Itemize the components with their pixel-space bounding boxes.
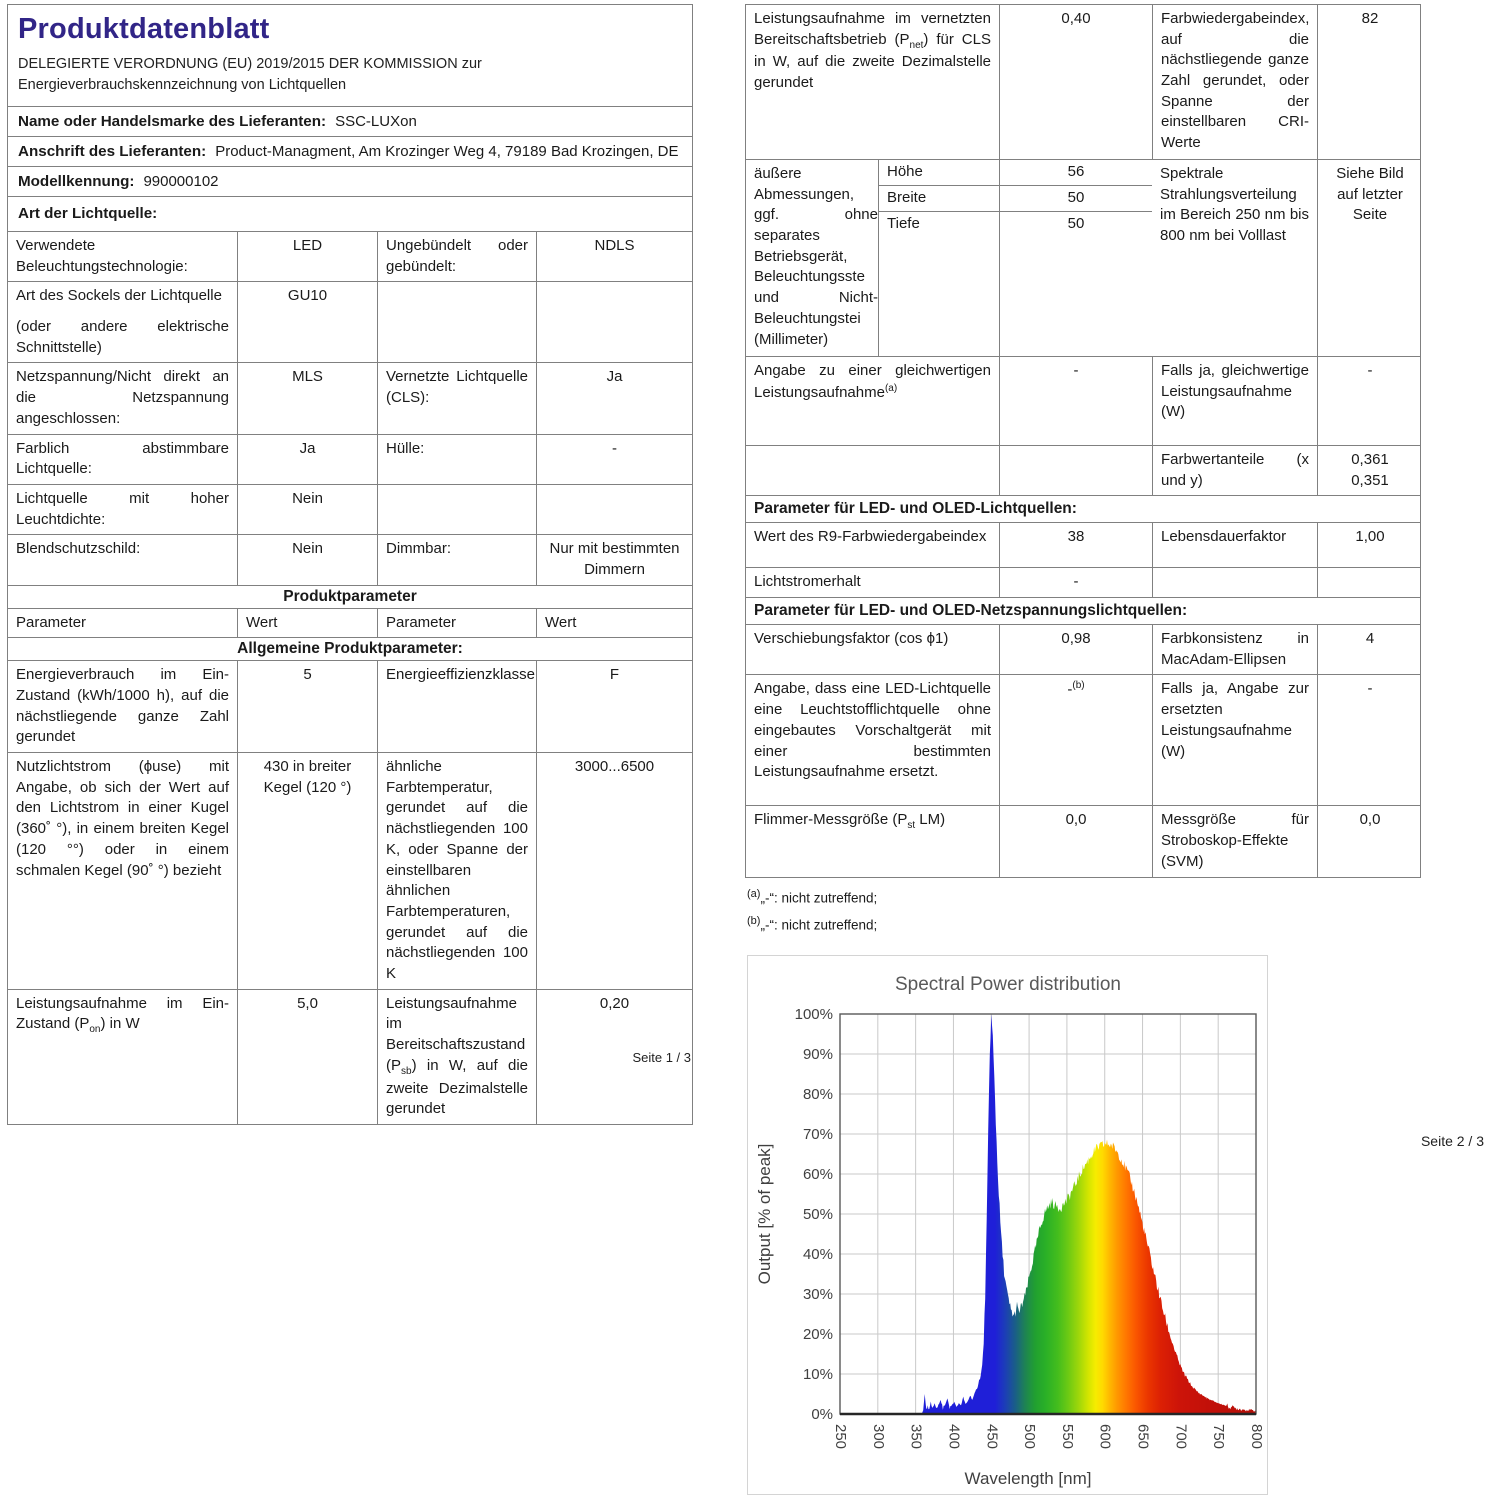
regulation-subtitle	[18, 54, 682, 96]
table-row	[746, 806, 1420, 876]
svg-text:400: 400	[945, 1424, 963, 1450]
param-label: Leistungsaufnahme im Bereitschaftszustand $(P_{sb})$ in W, auf die zweite Dezimalstelle gerundet	[377, 990, 536, 1124]
param-label: Spektrale Strahlungsverteilung im Bereich 250 nm bis 800 nm bei Volllast	[1160, 165, 1309, 245]
param-label: Angabe zu einer gleichwertigen Leistungsaufnahme$^{(a)}$	[754, 362, 991, 401]
svg-text:Output [% of peak]: Output [% of peak]	[755, 1143, 774, 1285]
param-value: 0,20	[536, 990, 692, 1124]
param-value: 430 in breiter Kegel (120 °)	[237, 753, 377, 989]
svg-text:80%: 80%	[802, 1086, 833, 1103]
param-label: Falls ja, gleichwertige Leistungsaufnahme (W)	[1152, 357, 1317, 445]
page-1	[7, 4, 693, 1125]
dimension-name: Tiefe	[887, 215, 920, 232]
supplier-address-label: Anschrift des Lieferanten:	[18, 143, 207, 161]
svg-text:250: 250	[832, 1424, 849, 1450]
param-value: -	[999, 357, 1152, 445]
param-label: Vernetzte Lichtquelle (CLS):	[377, 363, 536, 433]
param-value: -	[536, 435, 692, 484]
param-value: -	[999, 568, 1152, 597]
dimensions-row	[746, 160, 1420, 357]
supplier-address-row	[8, 137, 692, 167]
subscript: on	[89, 1024, 101, 1036]
param-value: 0,98	[999, 625, 1152, 674]
column-header: Parameter	[377, 609, 536, 638]
svg-text:450: 450	[983, 1424, 1001, 1450]
page-title: Produktdatenblatt	[18, 13, 270, 45]
param-value: 38	[999, 523, 1152, 567]
param-value: Ja	[536, 363, 692, 433]
param-label: Farbkonsistenz in MacAdam-Ellipsen	[1152, 625, 1317, 674]
param-label: Angabe, dass eine LED-Lichtquelle eine Leuchtstofflichtquelle ohne eingebautes Vorschaltgerät mit einer bestimmten Leistungsaufnahme ersetzt.	[754, 680, 991, 781]
param-label: Lichtstromerhalt	[754, 573, 861, 591]
svg-text:10%: 10%	[802, 1366, 833, 1383]
svg-text:350: 350	[907, 1424, 925, 1450]
table-row	[746, 5, 1420, 160]
table-row	[746, 446, 1420, 496]
page1-header	[8, 5, 692, 107]
param-label: Leistungsaufnahme im Ein-Zustand $(P_{on})$ in W	[16, 994, 229, 1036]
param-label: Farblich abstimmbare Lichtquelle:	[16, 439, 229, 478]
param-value	[536, 282, 692, 362]
dimension-name: Höhe	[879, 160, 999, 186]
param-value: 0,0	[999, 806, 1152, 876]
svg-text:300: 300	[869, 1424, 887, 1450]
param-label: Netzspannung/Nicht direkt an die Netzspannung angeschlossen:	[16, 368, 229, 427]
svg-text:Wavelength [nm]: Wavelength [nm]	[964, 1469, 1092, 1488]
param-value: 1,00	[1317, 523, 1422, 567]
table-row	[8, 282, 692, 363]
subscript: sb	[401, 1065, 412, 1077]
param-value: Nein	[237, 535, 377, 584]
param-label: Energieeffizienzklasse	[377, 661, 536, 752]
param-label: Verschiebungsfaktor (cos ϕ1)	[754, 630, 949, 648]
param-label: Farbwiedergabeindex, auf die nächstliegende ganze Zahl gerundet, oder Spanne der einstellbaren CRI-Werte	[1152, 5, 1317, 159]
param-label: Wert des R9-Farbwiedergabeindex	[754, 528, 987, 546]
page-2	[745, 4, 1421, 949]
footnote-marker: (b)	[747, 915, 761, 927]
table-row	[746, 357, 1420, 446]
svg-text:500: 500	[1021, 1424, 1039, 1450]
param-label: Ungebündelt oder gebündelt:	[377, 232, 536, 281]
table-section-header	[8, 586, 692, 609]
chromaticity-y: 0,351	[1351, 471, 1389, 489]
param-value: LED	[237, 232, 377, 281]
param-label: Verwendete Beleuchtungstechnologie:	[16, 237, 188, 275]
param-label: Dimmbar:	[377, 535, 536, 584]
table-row	[8, 485, 692, 535]
param-label	[746, 446, 999, 495]
dimension-value: 56	[1000, 160, 1152, 186]
param-value: Siehe Bild auf letzter Seite	[1317, 160, 1422, 356]
param-value: -$^{(b)}$	[999, 675, 1152, 805]
table-row	[8, 535, 692, 585]
param-label: Blendschutzschild:	[16, 540, 141, 558]
svg-text:50%: 50%	[802, 1206, 833, 1223]
svg-text:700: 700	[1172, 1424, 1190, 1450]
page2-number: Seite 2 / 3	[1420, 1133, 1484, 1149]
supplier-name-label: Name oder Handelsmarke des Lieferanten:	[18, 113, 327, 131]
svg-text:550: 550	[1058, 1424, 1076, 1450]
spectral-power-chart-box	[747, 955, 1268, 1495]
light-source-type-label: Art der Lichtquelle:	[18, 205, 158, 223]
table-column-header-row	[8, 609, 692, 639]
footnote-marker: (a)	[747, 887, 761, 900]
socket-type-line2: (oder andere elektrische Schnittstelle)	[16, 318, 229, 356]
table-section-header	[8, 638, 692, 661]
param-value: NDLS	[536, 232, 692, 281]
table-row	[8, 363, 692, 434]
param-value: 5,0	[237, 990, 377, 1124]
table-row	[8, 435, 692, 485]
produktparameter-header: Produktparameter	[283, 587, 417, 605]
param-value: 0,0	[1317, 806, 1422, 876]
dimensions-label: äußere Abmessungen, ggf. ohne separates Betriebsgerät, Beleuchtungsste und Nicht- Beleuchtungstei (Millimeter)	[754, 165, 878, 348]
product-parameters-table	[8, 232, 692, 1124]
param-value: 3000...6500	[536, 753, 692, 989]
supplier-address-value: Product-Managment, Am Krozinger Weg 4, 79189 Bad Krozingen, DE	[215, 143, 679, 161]
socket-type-line1: Art des Sockels der Lichtquelle	[16, 287, 222, 305]
param-label: ähnliche Farbtemperatur, gerundet auf die nächstliegenden 100 K, oder Spanne der einstellbaren ähnlichen Farbtemperaturen, gerundet auf die nächstliegenden 100 K	[377, 753, 536, 989]
supplier-name-row	[8, 107, 692, 137]
param-value	[536, 485, 692, 534]
param-value: 4	[1317, 625, 1422, 674]
table-section-header	[746, 496, 1420, 523]
subscript: st	[907, 820, 916, 832]
model-id-value: 990000102	[143, 173, 219, 191]
svg-text:0%: 0%	[811, 1406, 833, 1423]
param-value: Nur mit bestimmten Dimmern	[536, 535, 692, 584]
param-label: Lebensdauerfaktor	[1152, 523, 1317, 567]
table-row	[746, 675, 1420, 806]
svg-text:30%: 30%	[802, 1286, 833, 1303]
param-label	[8, 282, 237, 362]
param-label: Energieverbrauch im Ein-Zustand (kWh/1000 h), auf die nächstliegende ganze Zahl gerundet	[16, 666, 229, 746]
footnote-marker: (a)	[884, 382, 898, 394]
footnote-b: $^{(b)}$„-“: nicht zutreffend;	[747, 915, 878, 933]
svg-text:90%: 90%	[802, 1046, 833, 1063]
column-header: Wert	[536, 609, 692, 638]
column-header: Wert	[237, 609, 377, 638]
svg-text:Spectral Power distribution: Spectral Power distribution	[895, 974, 1121, 995]
param-value: Ja	[237, 435, 377, 484]
dimension-values	[999, 160, 1152, 356]
footnote-marker: (b)	[1072, 680, 1085, 692]
table-row	[746, 568, 1420, 598]
page1-number: Seite 1 / 3	[632, 1050, 691, 1065]
supplier-name-value: SSC-LUXon	[335, 113, 417, 131]
model-id-label: Modellkennung:	[18, 173, 135, 191]
svg-text:60%: 60%	[802, 1166, 833, 1183]
light-source-type-row	[8, 197, 692, 232]
footnotes	[745, 878, 1421, 949]
param-value: 82	[1317, 5, 1422, 159]
param-label: Flimmer-Messgröße ($P_{st}$ LM)	[754, 811, 946, 832]
param-label	[1152, 568, 1317, 597]
table-row	[8, 753, 692, 990]
allgemeine-produktparameter-header: Allgemeine Produktparameter:	[237, 640, 463, 658]
svg-text:20%: 20%	[802, 1326, 833, 1343]
dimension-value: 50	[1000, 186, 1152, 212]
param-value: Nein	[237, 485, 377, 534]
param-label	[377, 282, 536, 362]
dimension-value: 50	[1067, 215, 1085, 232]
param-value: F	[536, 661, 692, 752]
param-value: 5	[237, 661, 377, 752]
spectral-power-chart	[748, 956, 1267, 1494]
param-label: Lichtquelle mit hoher Leuchtdichte:	[16, 489, 229, 528]
param-label: Hülle:	[377, 435, 536, 484]
table-row	[746, 523, 1420, 568]
param-label: Nutzlichtstrom (ϕuse) mit Angabe, ob sich der Wert auf den Lichtstrom in einer Kugel (360˚ °), in einem breiten Kegel (120 °°) oder in einem schmalen Kegel (90˚ °) bezieht	[16, 758, 229, 879]
svg-text:40%: 40%	[802, 1246, 833, 1263]
param-value: -	[1317, 357, 1422, 445]
param-value	[1317, 446, 1422, 495]
param-label	[377, 485, 536, 534]
param-label: Messgröße für Stroboskop-Effekte (SVM)	[1152, 806, 1317, 876]
param-label: Farbwertanteile (x und y)	[1152, 446, 1317, 495]
param-label: Leistungsaufnahme im vernetzten Bereitschaftsbetrieb $(P_{net})$ für CLS in W, auf die zweite Dezimalstelle gerundet	[754, 10, 991, 92]
model-id-row	[8, 167, 692, 197]
param-value: MLS	[237, 363, 377, 433]
dimension-name: Breite	[879, 186, 999, 212]
regulation-subtitle-line2: Energieverbrauchskennzeichnung von Lichtquellen	[18, 77, 347, 94]
led-oled-header: Parameter für LED- und OLED-Lichtquellen:	[754, 500, 1077, 518]
subscript: net	[909, 39, 924, 51]
svg-text:100%: 100%	[794, 1006, 833, 1023]
param-value	[1317, 568, 1422, 597]
dimension-names	[878, 160, 999, 356]
svg-text:600: 600	[1096, 1424, 1114, 1450]
mains-voltage-header: Parameter für LED- und OLED-Netzspannungslichtquellen:	[754, 602, 1188, 620]
param-value: 0,40	[999, 5, 1152, 159]
table-row	[8, 232, 692, 282]
param-value: GU10	[237, 282, 377, 362]
svg-text:70%: 70%	[802, 1126, 833, 1143]
page2-parameters-table	[745, 4, 1421, 878]
chromaticity-x: 0,361	[1351, 451, 1389, 468]
table-section-header	[746, 598, 1420, 625]
column-header: Parameter	[16, 613, 87, 631]
param-value	[999, 446, 1152, 495]
table-row	[746, 625, 1420, 675]
param-value: -	[1317, 675, 1422, 805]
param-label: Falls ja, Angabe zur ersetzten Leistungsaufnahme (W)	[1152, 675, 1317, 805]
svg-text:750: 750	[1210, 1424, 1228, 1450]
regulation-subtitle-line1: DELEGIERTE VERORDNUNG (EU) 2019/2015 DER KOMMISSION zur	[18, 56, 482, 72]
svg-text:650: 650	[1134, 1424, 1152, 1450]
footnote-a: $^{(a)}$„-“: nicht zutreffend;	[747, 887, 878, 905]
table-row	[8, 661, 692, 753]
svg-text:800: 800	[1248, 1424, 1265, 1450]
